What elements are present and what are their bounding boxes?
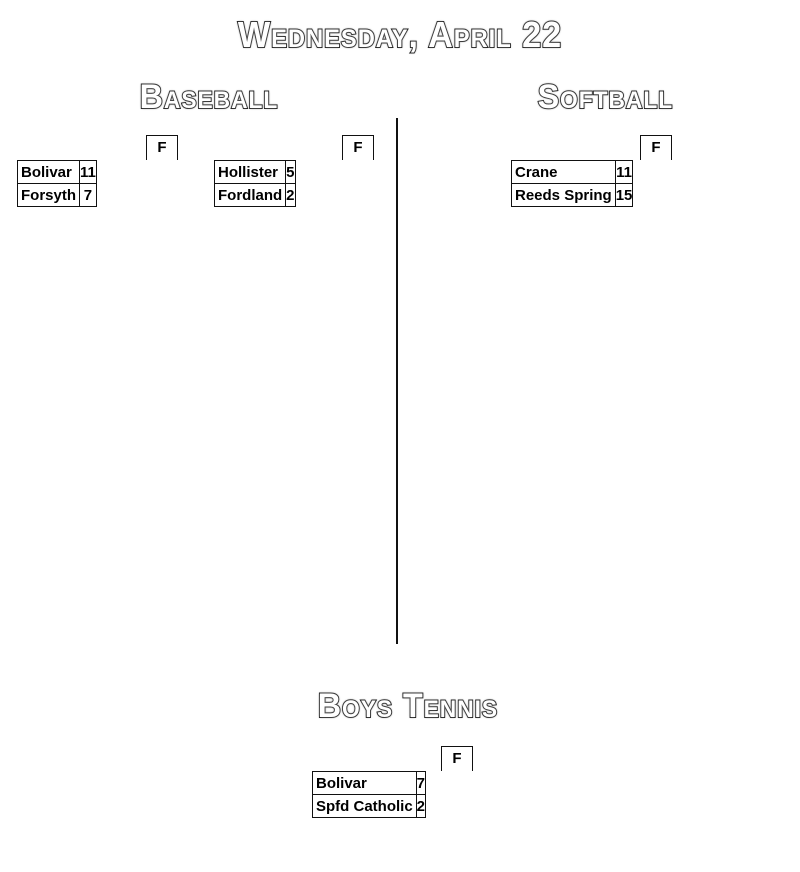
table-row [18, 161, 97, 184]
team-name: Bolivar [18, 161, 80, 184]
team-score: 11 [80, 161, 97, 184]
section-divider [396, 118, 398, 644]
team-score: 7 [416, 772, 425, 795]
table-row [215, 161, 296, 184]
softball-title: Softball [537, 78, 674, 116]
final-column-header: F [640, 135, 672, 160]
tennis-title: Boys Tennis [317, 687, 499, 725]
page-title: Wednesday, April 22 [237, 14, 563, 55]
team-score: 2 [416, 795, 425, 818]
team-name: Hollister [215, 161, 286, 184]
table-row [512, 161, 633, 184]
final-column-header: F [146, 135, 178, 160]
table-row [215, 184, 296, 207]
team-score: 2 [286, 184, 295, 207]
table-row [313, 795, 426, 818]
final-column-header: F [441, 746, 473, 771]
team-score: 11 [615, 161, 633, 184]
team-name: Crane [512, 161, 616, 184]
team-score: 5 [286, 161, 295, 184]
team-name: Forsyth [18, 184, 80, 207]
table-row [313, 772, 426, 795]
team-name: Spfd Catholic [313, 795, 417, 818]
baseball-title: Baseball [139, 78, 279, 116]
team-name: Reeds Spring [512, 184, 616, 207]
table-row [512, 184, 633, 207]
team-score: 15 [615, 184, 633, 207]
final-column-header: F [342, 135, 374, 160]
team-score: 7 [80, 184, 97, 207]
team-name: Fordland [215, 184, 286, 207]
table-row [18, 184, 97, 207]
team-name: Bolivar [313, 772, 417, 795]
